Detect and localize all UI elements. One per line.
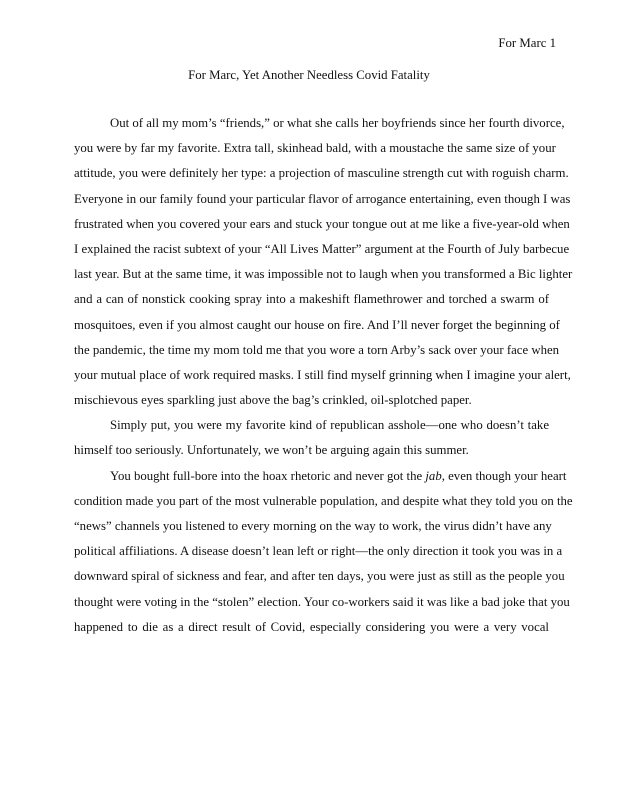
- paragraph-3-line-1: [74, 464, 567, 489]
- paragraph-1-line-2: you were by far my favorite. Extra tall, skinhead bald, with a moustache the same size of your: [74, 141, 556, 156]
- paragraph-3-line-3: “news” channels you listened to every morning on the way to work, the virus didn’t have any: [74, 519, 552, 533]
- essay-body: [74, 111, 573, 640]
- paragraph-2-line-2: himself too seriously. Unfortunately, we won’t be arguing again this summer.: [74, 443, 469, 458]
- running-header: For Marc 1: [498, 36, 556, 50]
- paragraph-3-line-2: condition made you part of the most vulnerable population, and despite what they told you on the: [74, 493, 573, 508]
- paragraph-3-line-7: happened to die as a direct result of Covid, especially considering you were a very vocal: [74, 619, 549, 634]
- paragraph-1-line-4: Everyone in our family found your particular flavor of arrogance entertaining, even though I was: [74, 191, 571, 206]
- paragraph-1-line-6: I explained the racist subtext of your “All Lives Matter” argument at the Fourth of July barbecue: [74, 241, 570, 256]
- paragraph-1-line-5: frustrated when you covered your ears and stuck your tongue out at me like a five-year-old when: [74, 216, 570, 231]
- paragraph-1-line-8: and a can of nonstick cooking spray into a makeshift flamethrower and torched a swarm of: [74, 292, 549, 307]
- paragraph-2-line-1: Simply put, you were my favorite kind of republican asshole—one who doesn’t take: [110, 418, 549, 433]
- paragraph-1-line-3: attitude, you were definitely her type: a projection of masculine strength cut with roguish charm.: [74, 166, 569, 181]
- paragraph-3-line-4: political affiliations. A disease doesn’t lean left or right—the only direction it took you was in a: [74, 544, 563, 559]
- paragraph-3-line-5: downward spiral of sickness and fear, and after ten days, you were just as still as the people you: [74, 569, 565, 584]
- paragraph-3-line-1-end: , even though your heart: [441, 468, 567, 483]
- paragraph-1-line-1: Out of all my mom’s “friends,” or what she calls her boyfriends since her fourth divorce,: [110, 116, 565, 130]
- paragraph-1-line-10: the pandemic, the time my mom told me that you wore a torn Arby’s sack over your face when: [74, 342, 560, 357]
- paragraph-1-line-12: mischievous eyes sparkling just above the bag’s crinkled, oil-splotched paper.: [74, 393, 472, 408]
- paragraph-1-line-7: last year. But at the same time, it was impossible not to laugh when you transformed a Bic lighter: [74, 267, 573, 282]
- paragraph-3-line-6: thought were voting in the “stolen” election. Your co-workers said it was like a bad joke that you: [74, 594, 570, 609]
- essay-title: For Marc, Yet Another Needless Covid Fatality: [188, 68, 430, 82]
- paragraph-1-line-9: mosquitoes, even if you almost caught our house on fire. And I’ll never forget the beginning of: [74, 317, 560, 332]
- paragraph-1-line-11: your mutual place of work required masks. I still find myself grinning when I imagine your alert,: [74, 367, 571, 382]
- paragraph-3-line-1-start: You bought full-bore into the hoax rhetoric and never got the: [110, 468, 426, 483]
- italic-word: jab: [425, 468, 442, 483]
